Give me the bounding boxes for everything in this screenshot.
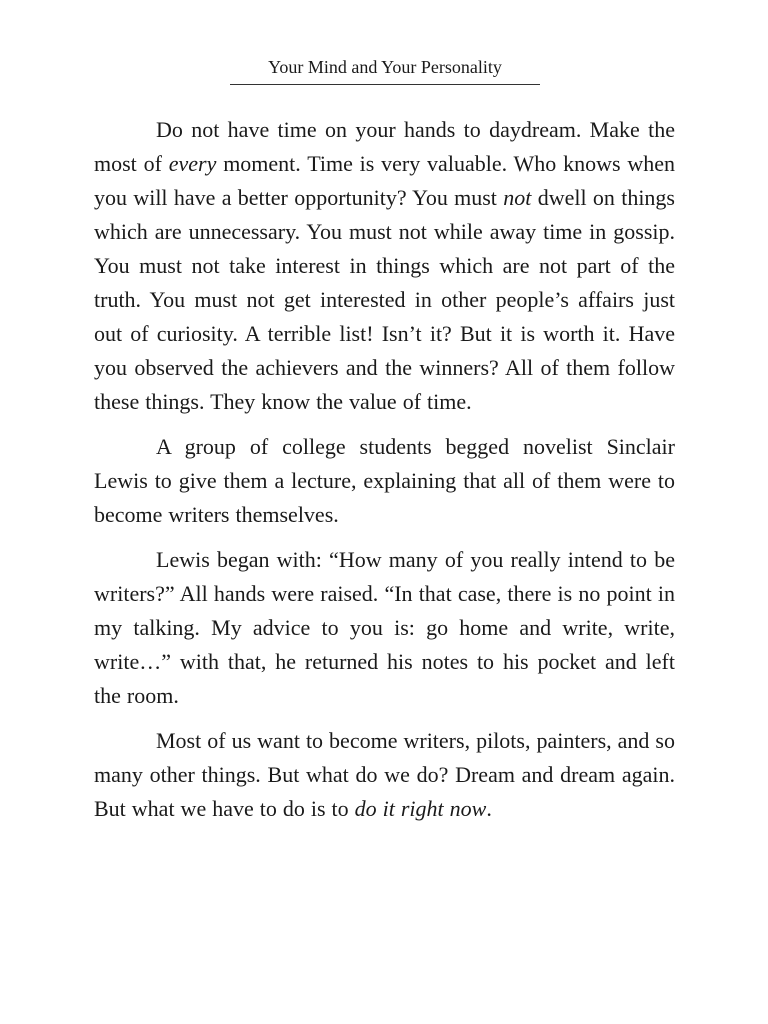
- text-segment: .: [486, 796, 492, 821]
- italic-segment: do it right now: [354, 796, 487, 821]
- paragraph-3: [94, 543, 675, 713]
- text-segment: Do not have time on your hands to daydream. Make the most of: [94, 117, 675, 176]
- text-segment: moment. Time is very valuable. Who knows when you will have a better opportunity? You must: [94, 151, 675, 210]
- paragraph-2: [94, 430, 675, 532]
- paragraph-1: [94, 113, 675, 419]
- text-segment: Most of us want to become writers, pilots, painters, and so many other things. But what do we do? Dream and dream again. But what we have to do is to: [94, 728, 675, 821]
- paragraph-4: [94, 724, 675, 826]
- italic-segment: every: [168, 151, 217, 176]
- running-head: Your Mind and Your Personality: [230, 56, 540, 85]
- text-segment: A group of college students begged novelist Sinclair Lewis to give them a lecture, explaining that all of them were to become writers themselves.: [94, 434, 675, 527]
- italic-segment: not: [503, 185, 532, 210]
- body-text: [94, 113, 675, 837]
- text-segment: dwell on things which are unnecessary. You must not while away time in gossip. You must not take interest in things which are not part of the truth. You must not get interested in other people’s affairs just out of curiosity. A terrible list! Isn’t it? But it is worth it. Have you observed the achievers and the winners? All of them follow these things. They know the value of time.: [94, 185, 675, 414]
- text-segment: Lewis began with: “How many of you really intend to be writers?” All hands were raised. “In that case, there is no point in my talking. My advice to you is: go home and write, write, write…” with that, he returned his notes to his pocket and left the room.: [94, 547, 675, 708]
